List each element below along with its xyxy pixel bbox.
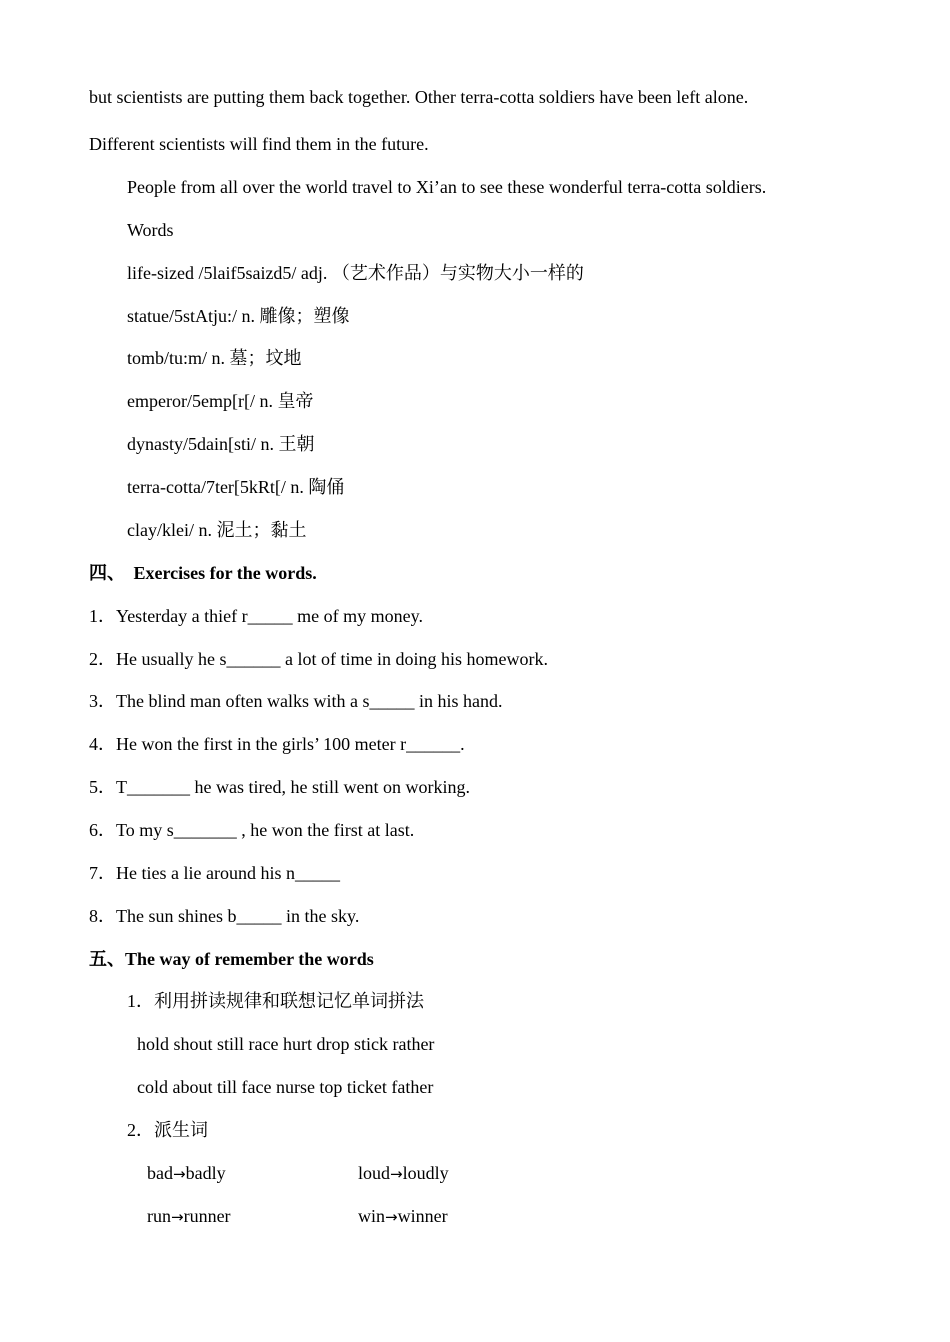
passage-line-2: Different scientists will find them in the future. xyxy=(89,134,429,154)
exercise-item: 1．Yesterday a thief r_____ me of my money. xyxy=(89,606,423,626)
derivative-base: loud xyxy=(358,1163,391,1183)
arrow-icon: → xyxy=(390,1165,403,1183)
word-item: terra-cotta/7ter[5kRt[/ n. 陶俑 xyxy=(127,477,345,497)
exercise-item: 6．To my s_______ , he won the first at last. xyxy=(89,820,415,840)
word-item: tomb/tu:m/ n. 墓；坟地 xyxy=(127,348,302,368)
arrow-icon: → xyxy=(173,1165,186,1183)
method-1-words-line-2: cold about till face nurse top ticket father xyxy=(137,1077,434,1097)
passage-line-3: People from all over the world travel to Xi’an to see these wonderful terra-cotta soldiers. xyxy=(127,177,767,197)
derivative-row xyxy=(358,1205,448,1228)
passage-line-1: but scientists are putting them back together. Other terra-cotta soldiers have been left alone. xyxy=(89,87,749,107)
derivative-derived: badly xyxy=(185,1163,226,1183)
derivative-base: run xyxy=(147,1206,171,1226)
derivative-derived: loudly xyxy=(402,1163,449,1183)
remember-heading: 五、The way of remember the words xyxy=(89,949,374,969)
method-1-title: 1．利用拼读规律和联想记忆单词拼法 xyxy=(127,991,424,1011)
exercises-heading xyxy=(89,562,317,584)
arrow-icon: → xyxy=(171,1208,184,1226)
exercises-heading-number: 四、 xyxy=(89,563,125,583)
word-item: clay/klei/ n. 泥土；黏土 xyxy=(127,520,307,540)
word-item: emperor/5emp[r[/ n. 皇帝 xyxy=(127,391,314,411)
derivative-row xyxy=(147,1162,226,1185)
derivative-base: bad xyxy=(147,1163,173,1183)
exercise-item: 4．He won the first in the girls’ 100 meter r______. xyxy=(89,734,465,754)
method-1-words-line-1: hold shout still race hurt drop stick rather xyxy=(137,1034,435,1054)
word-item: life-sized /5laif5saizd5/ adj. （艺术作品）与实物大小一样的 xyxy=(127,263,584,283)
arrow-icon: → xyxy=(385,1208,398,1226)
words-heading: Words xyxy=(127,220,174,240)
derivative-derived: winner xyxy=(397,1206,448,1226)
exercise-item: 7．He ties a lie around his n_____ xyxy=(89,863,340,883)
method-2-title: 2．派生词 xyxy=(127,1120,208,1140)
derivative-row xyxy=(147,1205,231,1228)
exercise-item: 3．The blind man often walks with a s_____ in his hand. xyxy=(89,691,503,711)
derivative-row xyxy=(358,1162,449,1185)
word-item: statue/5stAtju:/ n. 雕像；塑像 xyxy=(127,306,350,326)
exercise-item: 2．He usually he s______ a lot of time in doing his homework. xyxy=(89,649,548,669)
exercise-item: 5．T_______ he was tired, he still went on working. xyxy=(89,777,470,797)
word-item: dynasty/5dain[sti/ n. 王朝 xyxy=(127,434,315,454)
derivative-derived: runner xyxy=(183,1206,231,1226)
exercises-heading-text: Exercises for the words. xyxy=(133,563,317,583)
derivative-base: win xyxy=(358,1206,385,1226)
exercise-item: 8．The sun shines b_____ in the sky. xyxy=(89,906,360,926)
